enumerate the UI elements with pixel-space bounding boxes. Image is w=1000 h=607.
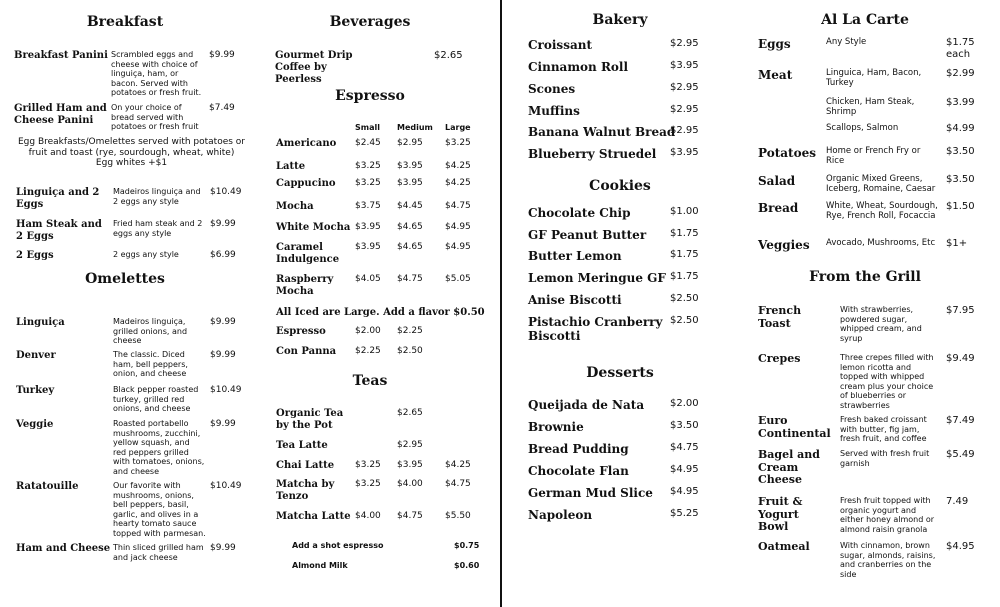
- item-price: $2.95: [670, 125, 699, 136]
- col-header-small: Small: [355, 123, 380, 132]
- item-price: $5.25: [670, 508, 699, 519]
- price-small: $3.25: [355, 460, 381, 470]
- section-title-omelettes: Omelettes: [85, 271, 165, 287]
- item-name: Meat: [758, 68, 793, 82]
- item-price: $2.95: [670, 38, 699, 49]
- price-large: $3.25: [445, 138, 471, 148]
- item-name: Salad: [758, 174, 796, 188]
- section-title-bakery: Bakery: [592, 12, 648, 28]
- price-medium: $4.00: [397, 479, 423, 489]
- price-large: $4.25: [445, 460, 471, 470]
- item-name: Ratatouille: [16, 481, 79, 492]
- item-desc: White, Wheat, Sourdough, Rye, French Roll, Focaccia: [826, 201, 938, 221]
- item-price: $1.75: [670, 249, 699, 260]
- item-price: $2.95: [670, 82, 699, 93]
- item-desc: Chicken, Ham Steak, Shrimp: [826, 97, 915, 117]
- item-name: Americano: [276, 138, 337, 149]
- item-name: German Mud Slice: [528, 486, 653, 500]
- section-title-teas: Teas: [352, 373, 388, 389]
- item-name: Eggs: [758, 37, 791, 51]
- item-price: 7.49: [946, 496, 969, 507]
- item-desc: Organic Mixed Greens, Iceberg, Romaine, Caesar: [826, 174, 936, 194]
- price-large: $4.95: [445, 222, 471, 232]
- item-name: Butter Lemon: [528, 249, 622, 263]
- item-price: $1.50: [946, 201, 975, 212]
- item-price: $9.99: [210, 543, 236, 553]
- item-price: $1.00: [670, 206, 699, 217]
- item-name: Bagel and Cream Cheese: [758, 448, 820, 486]
- price-medium: $4.65: [397, 222, 423, 232]
- item-price: $9.99: [209, 50, 235, 60]
- drip-coffee-name: Gourmet Drip Coffee by Peerless: [275, 50, 353, 85]
- item-price: $2.00: [670, 398, 699, 409]
- item-desc: Madeiros linguiça and 2 eggs any style: [113, 187, 201, 206]
- item-price: $5.49: [946, 449, 975, 460]
- col-header-medium: Medium: [397, 123, 433, 132]
- item-price: $2.50: [670, 315, 699, 326]
- item-name: Breakfast Panini: [14, 50, 108, 61]
- price-large: $4.75: [445, 201, 471, 211]
- item-name: Caramel Indulgence: [276, 242, 340, 265]
- item-desc: The classic. Diced ham, bell peppers, onion, and cheese: [113, 350, 188, 378]
- item-desc: Scrambled eggs and cheese with choice of linguiça, ham, or bacon. Served with potatoes or fresh fruit.: [111, 50, 202, 97]
- item-price: $4.99: [946, 123, 975, 134]
- item-name: Queijada de Nata: [528, 398, 645, 412]
- price-large: $4.25: [445, 161, 471, 171]
- item-price: $1.75 each: [946, 37, 975, 60]
- addon-price: $0.75: [454, 541, 480, 550]
- item-name: Bread: [758, 201, 799, 215]
- price-small: $3.95: [355, 242, 381, 252]
- item-price: $9.99: [210, 350, 236, 360]
- price-medium: $2.95: [397, 138, 423, 148]
- item-price: $6.99: [210, 250, 236, 260]
- item-price: $1.75: [670, 228, 699, 239]
- item-desc: Madeiros linguiça, grilled onions, and cheese: [113, 317, 188, 345]
- item-price: $4.95: [946, 541, 975, 552]
- item-price: $10.49: [210, 481, 242, 491]
- item-name: Chai Latte: [276, 460, 335, 471]
- addon-name: Add a shot espresso: [292, 541, 384, 550]
- price-small: $2.00: [355, 326, 381, 336]
- item-desc: 2 eggs any style: [113, 250, 179, 259]
- item-name: Turkey: [16, 385, 55, 396]
- item-price: $2.99: [946, 68, 975, 79]
- item-name: Veggies: [758, 238, 810, 252]
- page-divider: [500, 0, 502, 607]
- item-desc: Served with fresh fruit garnish: [840, 449, 930, 468]
- item-desc: Thin sliced grilled ham and jack cheese: [113, 543, 204, 562]
- item-desc: Black pepper roasted turkey, grilled red onions, and cheese: [113, 385, 199, 413]
- item-price: $4.95: [670, 464, 699, 475]
- item-price: $4.95: [670, 486, 699, 497]
- item-name: Muffins: [528, 104, 580, 118]
- item-price: $7.49: [209, 103, 235, 113]
- item-desc: Scallops, Salmon: [826, 123, 899, 133]
- item-name: Denver: [16, 350, 56, 361]
- price-medium: $2.50: [397, 346, 423, 356]
- item-desc: Linguica, Ham, Bacon, Turkey: [826, 68, 922, 88]
- price-medium: $2.65: [397, 408, 423, 418]
- item-name: Linguiça: [16, 317, 65, 328]
- item-desc: With strawberries, powdered sugar, whipped cream, and syrup: [840, 305, 922, 343]
- item-name: White Mocha: [276, 222, 351, 233]
- item-desc: Any Style: [826, 37, 867, 47]
- item-name: Pistachio Cranberry Biscotti: [528, 315, 663, 343]
- item-name: Cinnamon Roll: [528, 60, 629, 74]
- section-title-desserts: Desserts: [586, 365, 654, 381]
- item-desc: On your choice of bread served with potatoes or fresh fruit: [111, 103, 199, 131]
- drip-coffee-price: $2.65: [434, 50, 463, 61]
- item-name: Ham and Cheese: [16, 543, 111, 554]
- item-desc: Fresh fruit topped with organic yogurt and either honey almond or almond raisin granola: [840, 496, 935, 534]
- item-name: Mocha: [276, 201, 314, 212]
- item-price: $4.75: [670, 442, 699, 453]
- item-name: Fruit & Yogurt Bowl: [758, 495, 803, 533]
- price-medium: $2.95: [397, 440, 423, 450]
- egg-note-line: Egg Breakfasts/Omelettes served with potatoes or: [17, 137, 246, 147]
- price-large: $5.05: [445, 274, 471, 284]
- item-price: $9.99: [210, 219, 236, 229]
- item-price: $9.49: [946, 353, 975, 364]
- item-name: Linguiça and 2 Eggs: [16, 187, 100, 210]
- item-name: Espresso: [276, 326, 326, 337]
- item-name: Bread Pudding: [528, 442, 629, 456]
- price-small: $3.75: [355, 201, 381, 211]
- item-name: Chocolate Chip: [528, 206, 631, 220]
- item-name: Lemon Meringue GF: [528, 271, 666, 285]
- item-name: Tea Latte: [276, 440, 328, 451]
- addon-price: $0.60: [454, 561, 480, 570]
- price-small: $2.25: [355, 346, 381, 356]
- item-desc: Roasted portabello mushrooms, zucchini, yellow squash, and red peppers grilled with tomatoes, onions, and cheese: [113, 419, 205, 476]
- price-small: $3.25: [355, 178, 381, 188]
- price-small: $3.95: [355, 222, 381, 232]
- item-price: $10.49: [210, 187, 242, 197]
- item-price: $3.99: [946, 97, 975, 108]
- item-name: Crepes: [758, 352, 801, 365]
- price-medium: $3.95: [397, 460, 423, 470]
- item-name: Chocolate Flan: [528, 464, 629, 478]
- section-title-grill: From the Grill: [809, 269, 921, 285]
- item-name: 2 Eggs: [16, 250, 54, 261]
- price-medium: $4.75: [397, 274, 423, 284]
- item-desc: With cinnamon, brown sugar, almonds, raisins, and cranberries on the side: [840, 541, 936, 579]
- item-name: Croissant: [528, 38, 592, 52]
- price-small: $3.25: [355, 161, 381, 171]
- price-small: $3.25: [355, 479, 381, 489]
- section-title-alacarte: Al La Carte: [821, 12, 909, 28]
- price-small: $4.05: [355, 274, 381, 284]
- price-large: $5.50: [445, 511, 471, 521]
- price-large: $4.95: [445, 242, 471, 252]
- item-name: Scones: [528, 82, 576, 96]
- price-medium: $4.65: [397, 242, 423, 252]
- price-medium: $3.95: [397, 161, 423, 171]
- section-title-beverages: Beverages: [329, 14, 411, 30]
- item-name: Blueberry Struedel: [528, 147, 657, 161]
- item-desc: Home or French Fry or Rice: [826, 146, 921, 166]
- item-name: Oatmeal: [758, 540, 810, 553]
- item-name: Ham Steak and 2 Eggs: [16, 219, 102, 242]
- price-medium: $3.95: [397, 178, 423, 188]
- item-price: $7.49: [946, 415, 975, 426]
- price-large: $4.25: [445, 178, 471, 188]
- price-medium: $2.25: [397, 326, 423, 336]
- egg-note: [14, 137, 249, 169]
- item-name: Potatoes: [758, 146, 816, 160]
- item-price: $3.50: [946, 174, 975, 185]
- price-large: $4.75: [445, 479, 471, 489]
- price-small: $2.45: [355, 138, 381, 148]
- section-title-espresso: Espresso: [335, 88, 405, 104]
- item-name: Raspberry Mocha: [276, 274, 334, 297]
- item-name: Matcha Latte: [276, 511, 351, 522]
- egg-note-line: fruit and toast (rye, sourdough, wheat, white): [28, 147, 235, 158]
- item-price: $2.95: [670, 104, 699, 115]
- item-price: $10.49: [210, 385, 242, 395]
- item-name: Euro Continental: [758, 414, 831, 440]
- item-price: $9.99: [210, 419, 236, 429]
- item-name: Veggie: [16, 419, 54, 430]
- item-desc: Three crepes filled with lemon ricotta and topped with whipped cream plus your choice of blueberries or strawberries: [840, 353, 934, 410]
- item-name: GF Peanut Butter: [528, 228, 647, 242]
- addon-name: Almond Milk: [292, 561, 348, 570]
- item-price: $9.99: [210, 317, 236, 327]
- item-name: Grilled Ham and Cheese Panini: [14, 103, 107, 126]
- item-price: $1+: [946, 238, 968, 249]
- price-medium: $4.75: [397, 511, 423, 521]
- item-name: Banana Walnut Bread: [528, 125, 676, 139]
- item-name: Anise Biscotti: [528, 293, 622, 307]
- section-title-breakfast: Breakfast: [86, 14, 164, 30]
- item-name: Latte: [276, 161, 306, 172]
- item-price: $3.95: [670, 147, 699, 158]
- egg-note-line: Egg whites +$1: [95, 158, 168, 168]
- iced-note: All Iced are Large. Add a flavor $0.50: [276, 307, 485, 318]
- item-price: $7.95: [946, 305, 975, 316]
- item-price: $1.75: [670, 271, 699, 282]
- item-name: Matcha by Tenzo: [276, 479, 335, 502]
- item-price: $3.50: [670, 420, 699, 431]
- item-price: $3.50: [946, 146, 975, 157]
- item-name: Napoleon: [528, 508, 593, 522]
- item-desc: Fresh baked croissant with butter, fig jam, fresh fruit, and coffee: [840, 415, 927, 443]
- item-name: French Toast: [758, 304, 802, 330]
- item-desc: Avocado, Mushrooms, Etc: [826, 238, 936, 248]
- item-name: Con Panna: [276, 346, 337, 357]
- col-header-large: Large: [445, 123, 471, 132]
- item-name: Brownie: [528, 420, 584, 434]
- item-desc: Fried ham steak and 2 eggs any style: [113, 219, 203, 238]
- item-desc: Our favorite with mushrooms, onions, bell peppers, basil, garlic, and olives in a hearty tomato sauce topped with parmesan.: [113, 481, 206, 538]
- item-name: Cappucino: [276, 178, 336, 189]
- item-name: Organic Tea by the Pot: [276, 408, 344, 431]
- price-small: $4.00: [355, 511, 381, 521]
- section-title-cookies: Cookies: [589, 178, 651, 194]
- price-medium: $4.45: [397, 201, 423, 211]
- item-price: $3.95: [670, 60, 699, 71]
- item-price: $2.50: [670, 293, 699, 304]
